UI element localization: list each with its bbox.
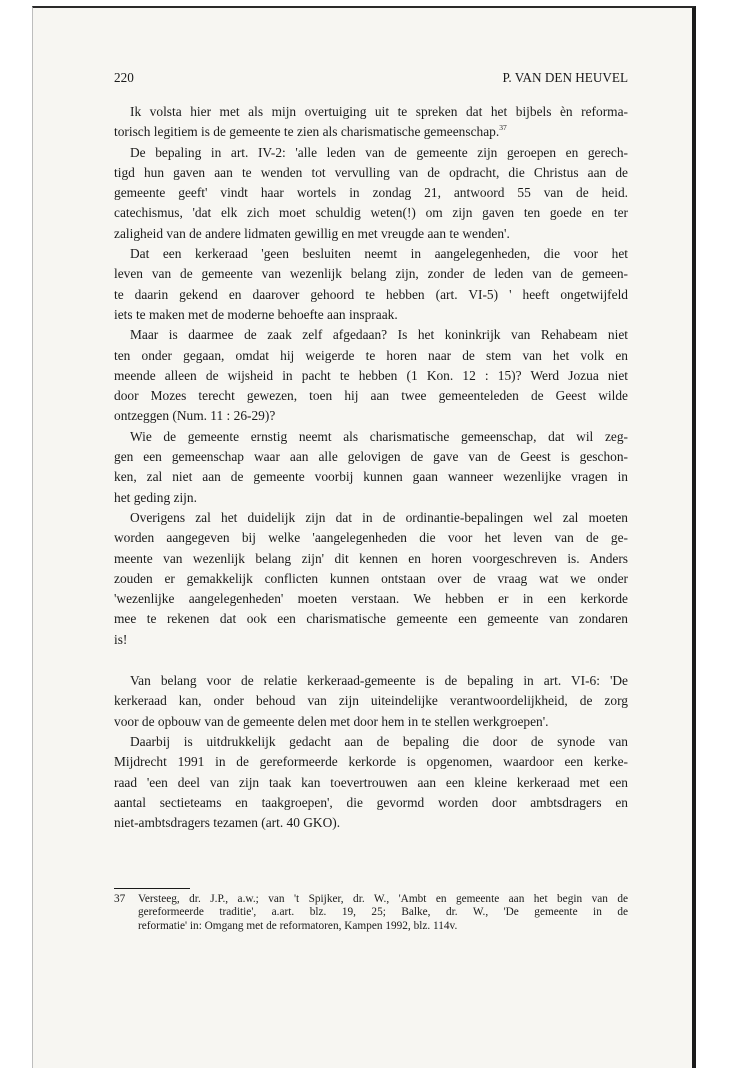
text-line: ontzeggen (Num. 11 : 26-29)?	[114, 408, 276, 424]
text-line: zouden er gemakkelijk conflicten kunnen ontstaan over de vraag wat we onder	[114, 570, 628, 586]
footnote	[114, 893, 628, 933]
text-line: leven van de gemeente van wezenlijk belang zijn, zonder de leden van de gemeen-	[114, 266, 628, 282]
text-line: worden aangegeven bij welke 'aangelegenheden die voor het leven van de ge-	[114, 530, 628, 546]
body-text	[114, 102, 628, 833]
text-line: mee te rekenen dat ook een charismatische gemeente een gemeente van zondaren	[114, 611, 628, 627]
text-line: meente van wezenlijk belang zijn' dit kennen en horen voorgeschreven is. Anders	[114, 550, 628, 566]
text-line: Dat een kerkeraad 'geen besluiten neemt in aangelegenheden, die voor het	[130, 246, 628, 262]
footnote-line: gereformeerde traditie', a.art. blz. 19, 25; Balke, dr. W., 'De gemeente in de	[138, 906, 628, 919]
text-line: kerkeraad kan, onder behoud van zijn uiteindelijke verantwoordelijkheid, de zorg	[114, 693, 628, 709]
text-line: De bepaling in art. IV-2: 'alle leden van de gemeente zijn geroepen en gerech-	[130, 144, 628, 160]
running-header	[114, 70, 628, 86]
text-line: zaligheid van de andere lidmaten gewillig en met vreugde aan te wenden'.	[114, 225, 510, 241]
paragraph	[114, 732, 628, 833]
footnote-line: Versteeg, dr. J.P., a.w.; van 't Spijker, dr. W., 'Ambt en gemeente aan het begin van de	[138, 893, 628, 905]
paragraph	[114, 102, 628, 143]
text-line: Daarbij is uitdrukkelijk gedacht aan de bepaling die door de synode van	[130, 733, 628, 749]
text-line: voor de opbouw van de gemeente delen met door hem in te stellen werkgroepen'.	[114, 713, 549, 729]
text-line: 'wezenlijke aangelegenheden' moeten verstaan. We hebben er in een kerkorde	[114, 591, 628, 607]
text-line: door Mozes terecht gewezen, toen hij aan twee gemeenteleden de Geest wilde	[114, 388, 628, 404]
footnote-ref: 37	[499, 123, 507, 133]
text-line: Ik volsta hier met als mijn overtuiging uit te spreken dat het bijbels èn reforma-	[130, 104, 628, 119]
text-line: aantal sectieteams en taakgroepen', die gevormd worden door ambtsdragers en	[114, 794, 628, 810]
footnote-divider	[114, 888, 190, 889]
text-line: Mijdrecht 1991 in de gereformeerde kerkorde is opgenomen, waardoor een kerke-	[114, 754, 628, 770]
paragraph	[114, 427, 628, 508]
text-line: is!	[114, 631, 128, 647]
text-line	[114, 122, 628, 142]
text-line: raad 'een deel van zijn taak kan toevertrouwen aan een kleine kerkeraad met een	[114, 774, 628, 790]
running-head-author: P. VAN DEN HEUVEL	[502, 70, 628, 85]
text-line: ken, zal niet aan de gemeente voorbij kunnen gaan wanneer wezenlijke vragen in	[114, 469, 628, 485]
text-line: ten onder gegaan, omdat hij weigerde te horen naar de stem van het volk en	[114, 347, 628, 363]
text-line: Van belang voor de relatie kerkeraad-gemeente is de bepaling in art. VI-6: 'De	[130, 673, 628, 689]
page-number: 220	[114, 70, 134, 85]
text-line-content: torisch legitiem is de gemeente te zien als charismatische gemeenschap.	[114, 124, 500, 140]
footnote-line: reformatie' in: Omgang met de reformatoren, Kampen 1992, blz. 114v.	[138, 919, 458, 932]
text-line: Maar is daarmee de zaak zelf afgedaan? Is het koninkrijk van Rehabeam niet	[130, 327, 628, 343]
text-line: gen een gemeenschap waar aan alle gelovigen de gave van de Geest is geschon-	[114, 449, 628, 465]
text-line: meende alleen de wijsheid in pacht te hebben (1 Kon. 12 : 15)? Werd Jozua niet	[114, 367, 628, 383]
paragraph	[114, 671, 628, 732]
text-line: gemeente geeft' vindt haar wortels in zondag 21, antwoord 55 van de heid.	[114, 185, 628, 201]
text-line: catechismus, 'dat elk zich moet schuldig weten(!) om zijn gaven ten goede en ter	[114, 205, 628, 221]
text-line: Wie de gemeente ernstig neemt als charismatische gemeenschap, dat wil zeg-	[130, 428, 628, 444]
text-line: het geding zijn.	[114, 489, 197, 505]
paragraph	[114, 325, 628, 426]
text-line: te daarin gekend en daarover gehoord te hebben (art. VI-5) ' heeft ongetwijfeld	[114, 286, 628, 302]
text-line: Overigens zal het duidelijk zijn dat in de ordinantie-bepalingen wel zal moeten	[130, 509, 628, 525]
paragraph	[114, 143, 628, 244]
text-line: tigd hun gaven aan te wenden tot vervulling van de opdracht, die Christus aan de	[114, 164, 628, 180]
footnote-number: 37	[114, 893, 126, 905]
text-line: niet-ambtsdragers tezamen (art. 40 GKO).	[114, 815, 341, 831]
paragraph	[114, 508, 628, 650]
section-break	[114, 650, 628, 671]
footnotes	[114, 893, 628, 933]
paragraph	[114, 244, 628, 325]
text-line: iets te maken met de moderne behoefte aan inspraak.	[114, 306, 398, 322]
